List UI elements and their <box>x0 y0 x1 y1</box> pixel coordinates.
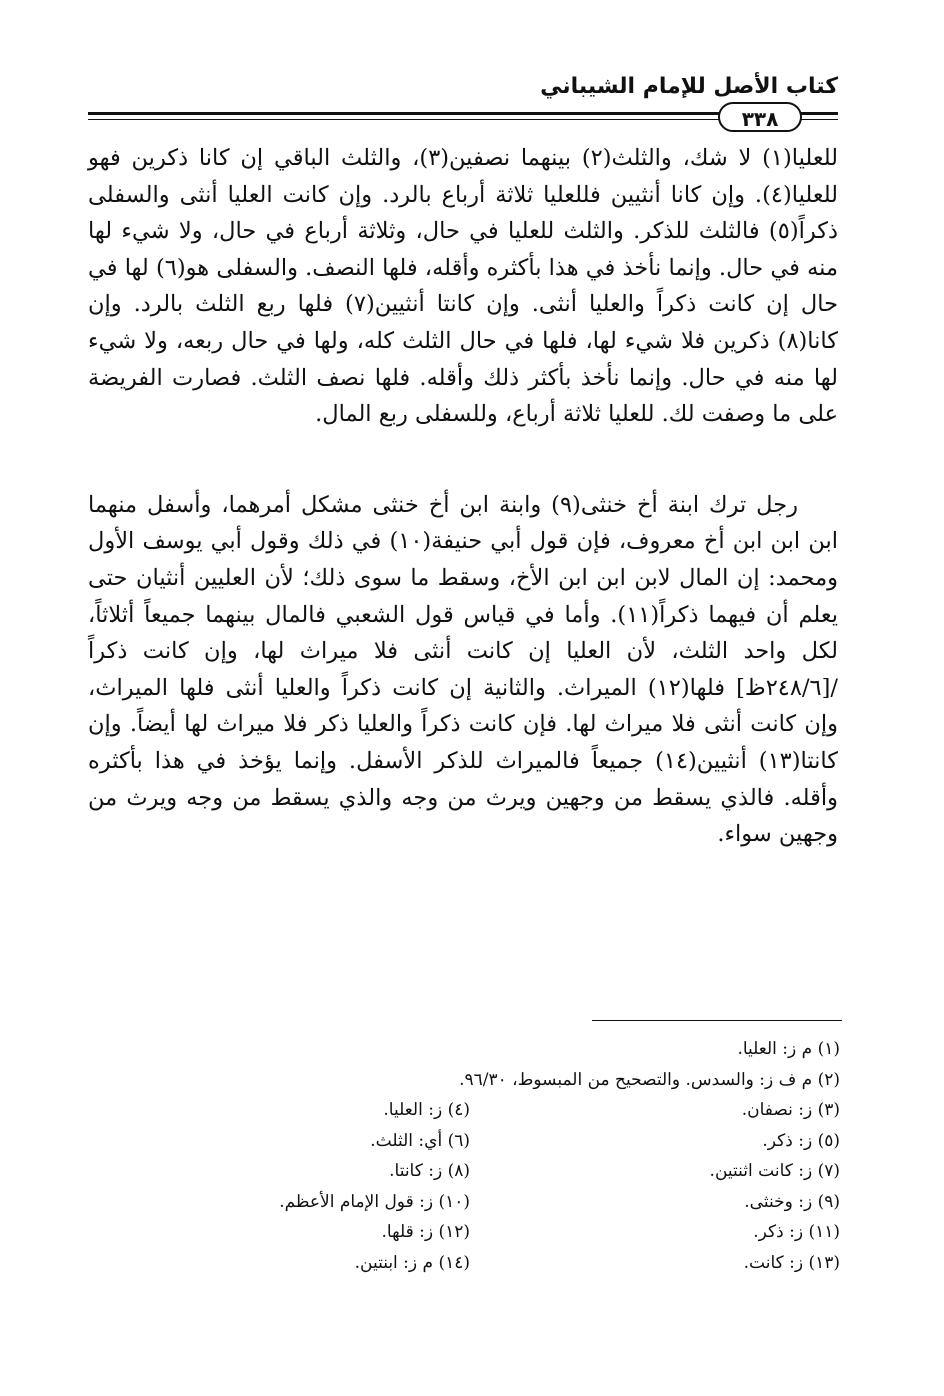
footnote-row <box>100 1187 840 1218</box>
footnote-row <box>100 1248 840 1279</box>
footnote-row <box>100 1217 840 1248</box>
footnote-3: (٣) ز: نصفان. <box>741 1100 840 1120</box>
footnote-7: (٧) ز: كانت اثنتين. <box>709 1161 840 1181</box>
page-header <box>88 72 838 132</box>
footnote-2: (٢) م ف ز: والسدس. والتصحيح من المبسوط، ٩٦/٣٠. <box>459 1069 840 1090</box>
page-number: ٣٣٨ <box>718 102 802 132</box>
footnote-14: (١٤) م ز: ابنتين. <box>354 1252 470 1273</box>
footnote-9: (٩) ز: وخنثى. <box>744 1191 840 1212</box>
book-title: كتاب الأصل للإمام الشيباني <box>540 74 838 99</box>
footnote-row <box>100 1126 840 1157</box>
footnote-6: (٦) أي: الثلث. <box>370 1130 470 1151</box>
footnote-8: (٨) ز: كانتا. <box>389 1161 470 1181</box>
footnote-row <box>100 1156 840 1187</box>
footnote-separator <box>592 1020 842 1021</box>
footnote-4: (٤) ز: العليا. <box>383 1100 470 1120</box>
footnote-12: (١٢) ز: قلها. <box>381 1222 470 1242</box>
footnote-11: (١١) ز: ذكر. <box>753 1222 840 1242</box>
paragraph-1: للعليا(١) لا شك، والثلث(٢) بينهما نصفين(٣)، والثلث الباقي إن كانا ذكرين فهو للعليا(٤). وإن كانا أنثيين فللعليا ثلاثة أرباع بالرد. وإن كانت العليا أنثى والسفلى ذكراً(٥) فالثلث للذكر. والثلث للعليا في حال، وثلاثة أرباع في حال، ولا شيء لها منه في حال. وإنما نأخذ في هذا بأكثره وأقله، فلها النصف. والسفلى هو(٦) لها في حال إن كانت ذكراً والعليا أنثى. وإن كانتا أنثيين(٧) فلها ربع الثلث بالرد. وإن كانا(٨) ذكرين فلا شيء لها، فلها في حال الثلث كله، ولها في حال ربعه، ولا شيء لها منه في حال. وإنما نأخذ بأكثر ذلك وأقله. فلها نصف الثلث. فصارت الفريضة على ما وصفت لك. للعليا ثلاثة أرباع، وللسفلى ربع المال. <box>88 145 839 428</box>
footnote-1: (١) م ز: العليا. <box>737 1039 840 1059</box>
footnote-5: (٥) ز: ذكر. <box>762 1130 840 1151</box>
footnotes <box>100 1034 840 1278</box>
footnote-10: (١٠) ز: قول الإمام الأعظم. <box>279 1191 470 1212</box>
main-text <box>88 140 838 853</box>
paragraph-2: رجل ترك ابنة أخ خنثى(٩) وابنة ابن أخ خنثى مشكل أمرهما، وأسفل منهما ابن ابن ابن أخ معروف، فإن قول أبي حنيفة(١٠) في ذلك وقول أبي يوسف الأول ومحمد: إن المال لابن ابن ابن الأخ، وسقط ما سوى ذلك؛ لأن العليين أنثيان حتى يعلم أن فيهما ذكراً(١١). وأما في قياس قول الشعبي فالمال بينهما جميعاً أثلاثاً، لكل واحد الثلث، لأن العليا إن كانت أنثى فلا ميراث لها، وإن كانت ذكراً /[٢٤٨/٦ظ] فلها(١٢) الميراث. والثانية إن كانت ذكراً والعليا أنثى فلها الميراث، وإن كانت أنثى فلا ميراث لها. فإن كانت ذكراً والعليا ذكر فلا ميراث لها أيضاً. وإن كانتا(١٣) أنثيين(١٤) جميعاً فالميراث للذكر الأسفل. وإنما يؤخذ في هذا بأكثره وأقله. فالذي يسقط من وجهين ويرث من وجه والذي يسقط من وجه ويرث من وجهين سواء. <box>88 491 839 848</box>
footnote-row <box>100 1095 840 1126</box>
footnote-13: (١٣) ز: كانت. <box>743 1252 840 1273</box>
